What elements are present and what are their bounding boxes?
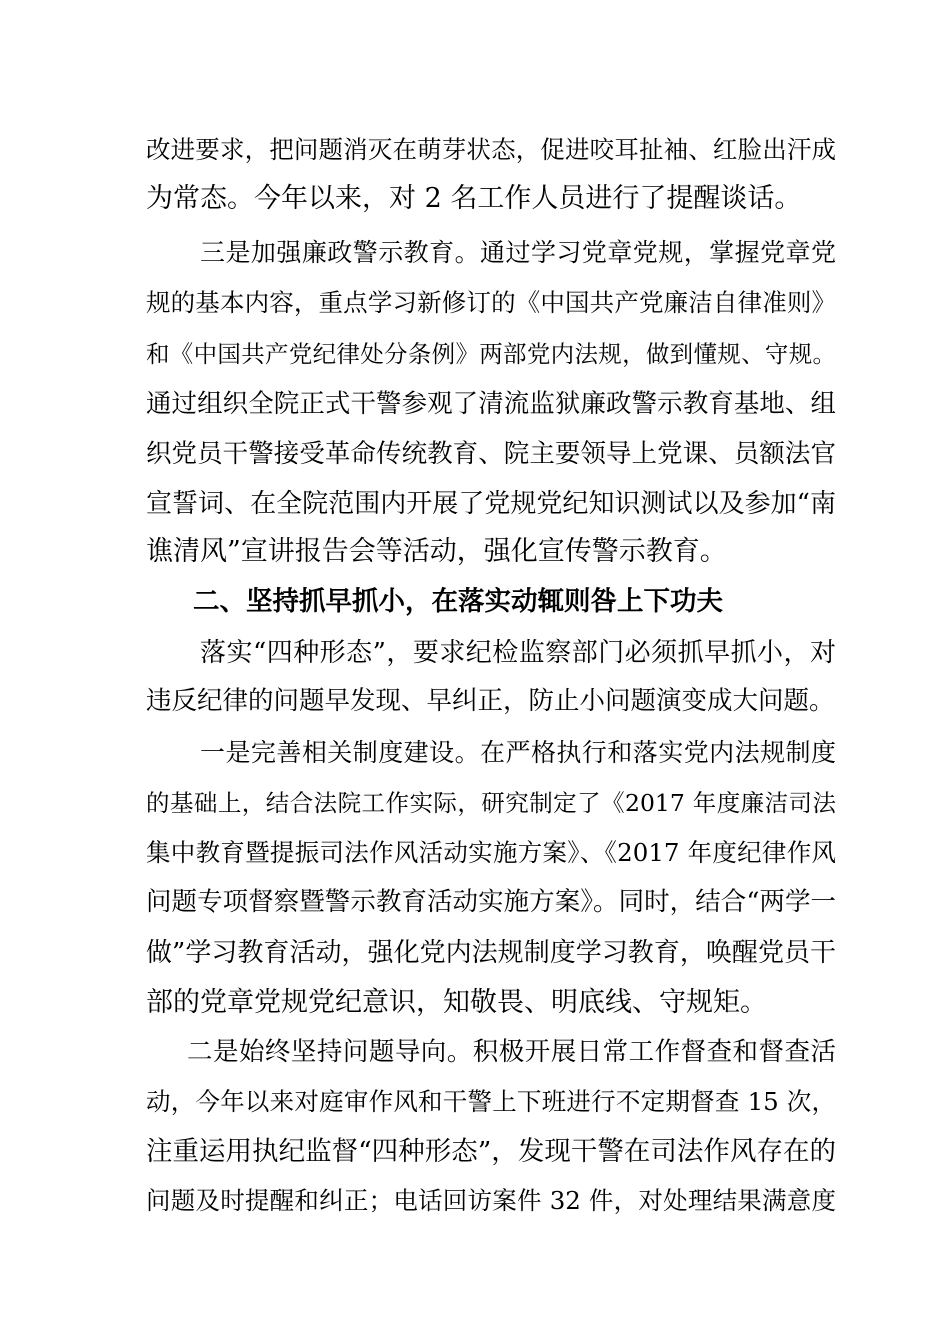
paragraph-line: 问题专项督察暨警示教育活动实施方案》。同时，结合“两学一 [146,887,836,917]
paragraph-line: 谯清风”宣讲报告会等活动，强化宣传警示教育。 [146,536,727,567]
paragraph-line: 一是完善相关制度建设。在严格执行和落实党内法规制度 [200,738,836,767]
paragraph-line: 部的党章党规党纪意识，知敬畏、明底线、守规矩。 [146,987,767,1018]
paragraph-line: 织党员干警接受革命传统教育、院主要领导上党课、员额法官 [146,439,836,469]
paragraph-line: 通过组织全院正式干警参观了清流监狱廉政警示教育基地、组 [146,389,836,419]
paragraph-line: 违反纪律的问题早发现、早纠正，防止小问题演变成大问题。 [146,686,835,716]
paragraph-line: 动，今年以来对庭审作风和干警上下班进行不定期督查 15 次， [146,1087,836,1116]
paragraph-line: 的基础上，结合法院工作实际，研究制定了《2017 年度廉洁司法 [146,789,836,817]
paragraph-line: 做”学习教育活动，强化党内法规制度学习教育，唤醒党员干 [146,938,836,968]
paragraph-line: 注重运用执纪监督“四种形态”，发现干警在司法作风存在的 [146,1136,836,1167]
paragraph-line: 集中教育暨提振司法作风活动实施方案》、《2017 年度纪律作风 [146,838,836,867]
paragraph-line: 落实“四种形态”，要求纪检监察部门必须抓早抓小，对 [200,638,836,668]
paragraph-line: 规的基本内容，重点学习新修订的《中国共产党廉洁自律准则》 [146,288,836,317]
paragraph-line: 为常态。今年以来，对 2 名工作人员进行了提醒谈话。 [146,183,802,214]
paragraph-line: 宣誓词、在全院范围内开展了党规党纪知识测试以及参加“南 [146,489,836,519]
paragraph-line: 问题及时提醒和纠正；电话回访案件 32 件，对处理结果满意度 [146,1186,836,1215]
paragraph-line: 三是加强廉政警示教育。通过学习党章党规，掌握党章党 [200,238,836,267]
paragraph-line: 二是始终坚持问题导向。积极开展日常工作督查和督查活 [187,1037,836,1067]
paragraph-line: 和《中国共产党纪律处分条例》两部党内法规，做到懂规、守规。 [146,340,836,368]
section-heading: 二、坚持抓早抓小，在落实动辄则咎上下功夫 [193,586,723,617]
paragraph-line: 改进要求，把问题消灭在萌芽状态，促进咬耳扯袖、红脸出汗成 [146,135,836,164]
